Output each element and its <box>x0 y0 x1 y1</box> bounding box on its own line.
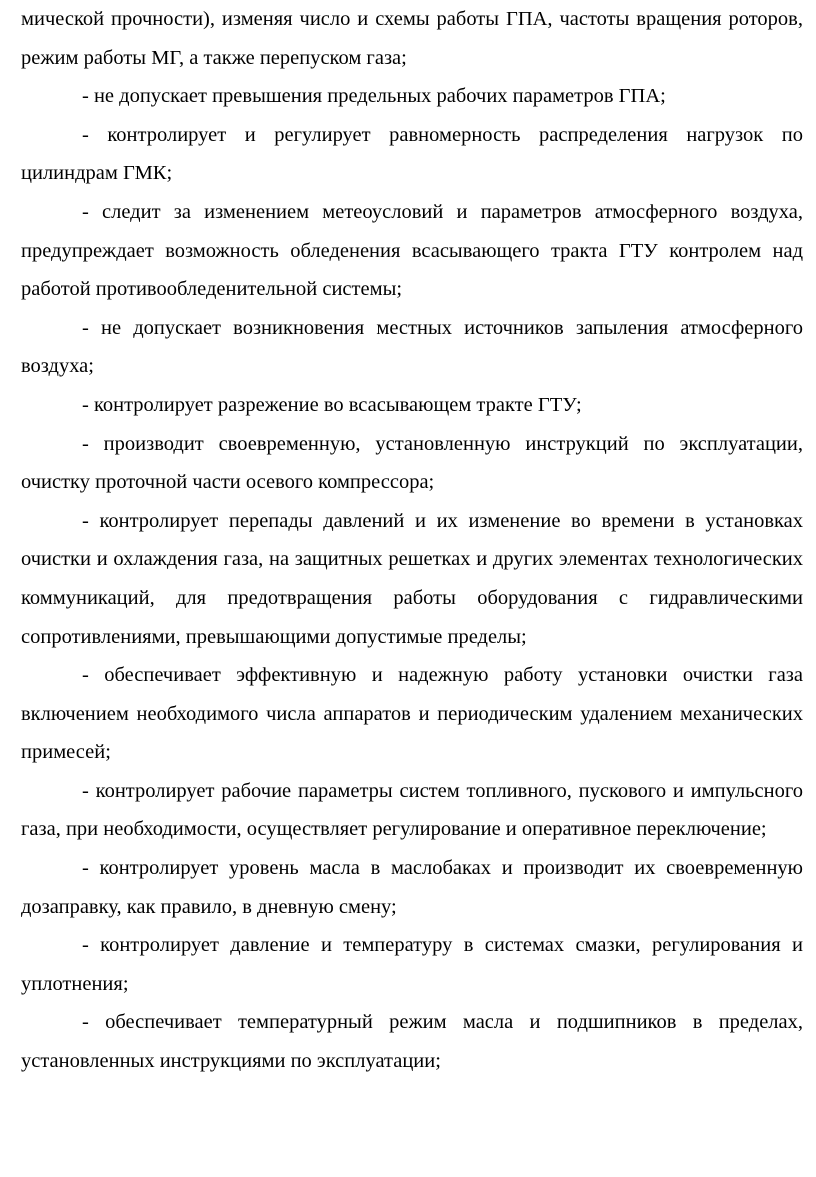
list-item: - контролирует перепады давлений и их изменение во времени в установках очистки и охлаждения газа, на защитных решетках и других элементах технологических коммуникаций, для предотвращения работы оборудования с гидравлическими сопротивлениями, превышающими допустимые пределы; <box>21 509 803 648</box>
list-item: - контролирует и регулирует равномерность распределения нагрузок по цилиндрам ГМК; <box>21 123 803 185</box>
list-item: - контролирует разрежение во всасывающем тракте ГТУ; <box>82 393 582 416</box>
paragraph-continuation: мической прочности), изменяя число и схемы работы ГПА, частоты вращения роторов, режим работы МГ, а также перепуском газа; <box>21 8 803 69</box>
list-item: - контролирует уровень масла в маслобаках и производит их своевременную дозаправку, как правило, в дневную смену; <box>21 857 803 918</box>
document-page <box>21 0 803 1081</box>
list-item: - контролирует рабочие параметры систем топливного, пускового и импульсного газа, при необходимости, осуществляет регулирование и оперативное переключение; <box>21 779 803 841</box>
list-item: - производит своевременную, установленную инструкций по эксплуатации, очистку проточной части осевого компрессора; <box>21 432 803 494</box>
list-item: - обеспечивает температурный режим масла и подшипников в пределах, установленных инструкциями по эксплуатации; <box>21 1011 803 1073</box>
list-item: - следит за изменением метеоусловий и параметров атмосферного воздуха, предупреждает возможность обледенения всасывающего тракта ГТУ контролем над работой противообледенительной системы; <box>21 200 803 301</box>
list-item: - контролирует давление и температуру в системах смазки, регулирования и уплотнения; <box>21 934 803 995</box>
list-item: - обеспечивает эффективную и надежную работу установки очистки газа включением необходимого числа аппаратов и периодическим удалением механических примесей; <box>21 664 803 764</box>
list-item: - не допускает возникновения местных источников запыления атмосферного воздуха; <box>21 316 803 378</box>
list-item: - не допускает превышения предельных рабочих параметров ГПА; <box>82 85 666 108</box>
